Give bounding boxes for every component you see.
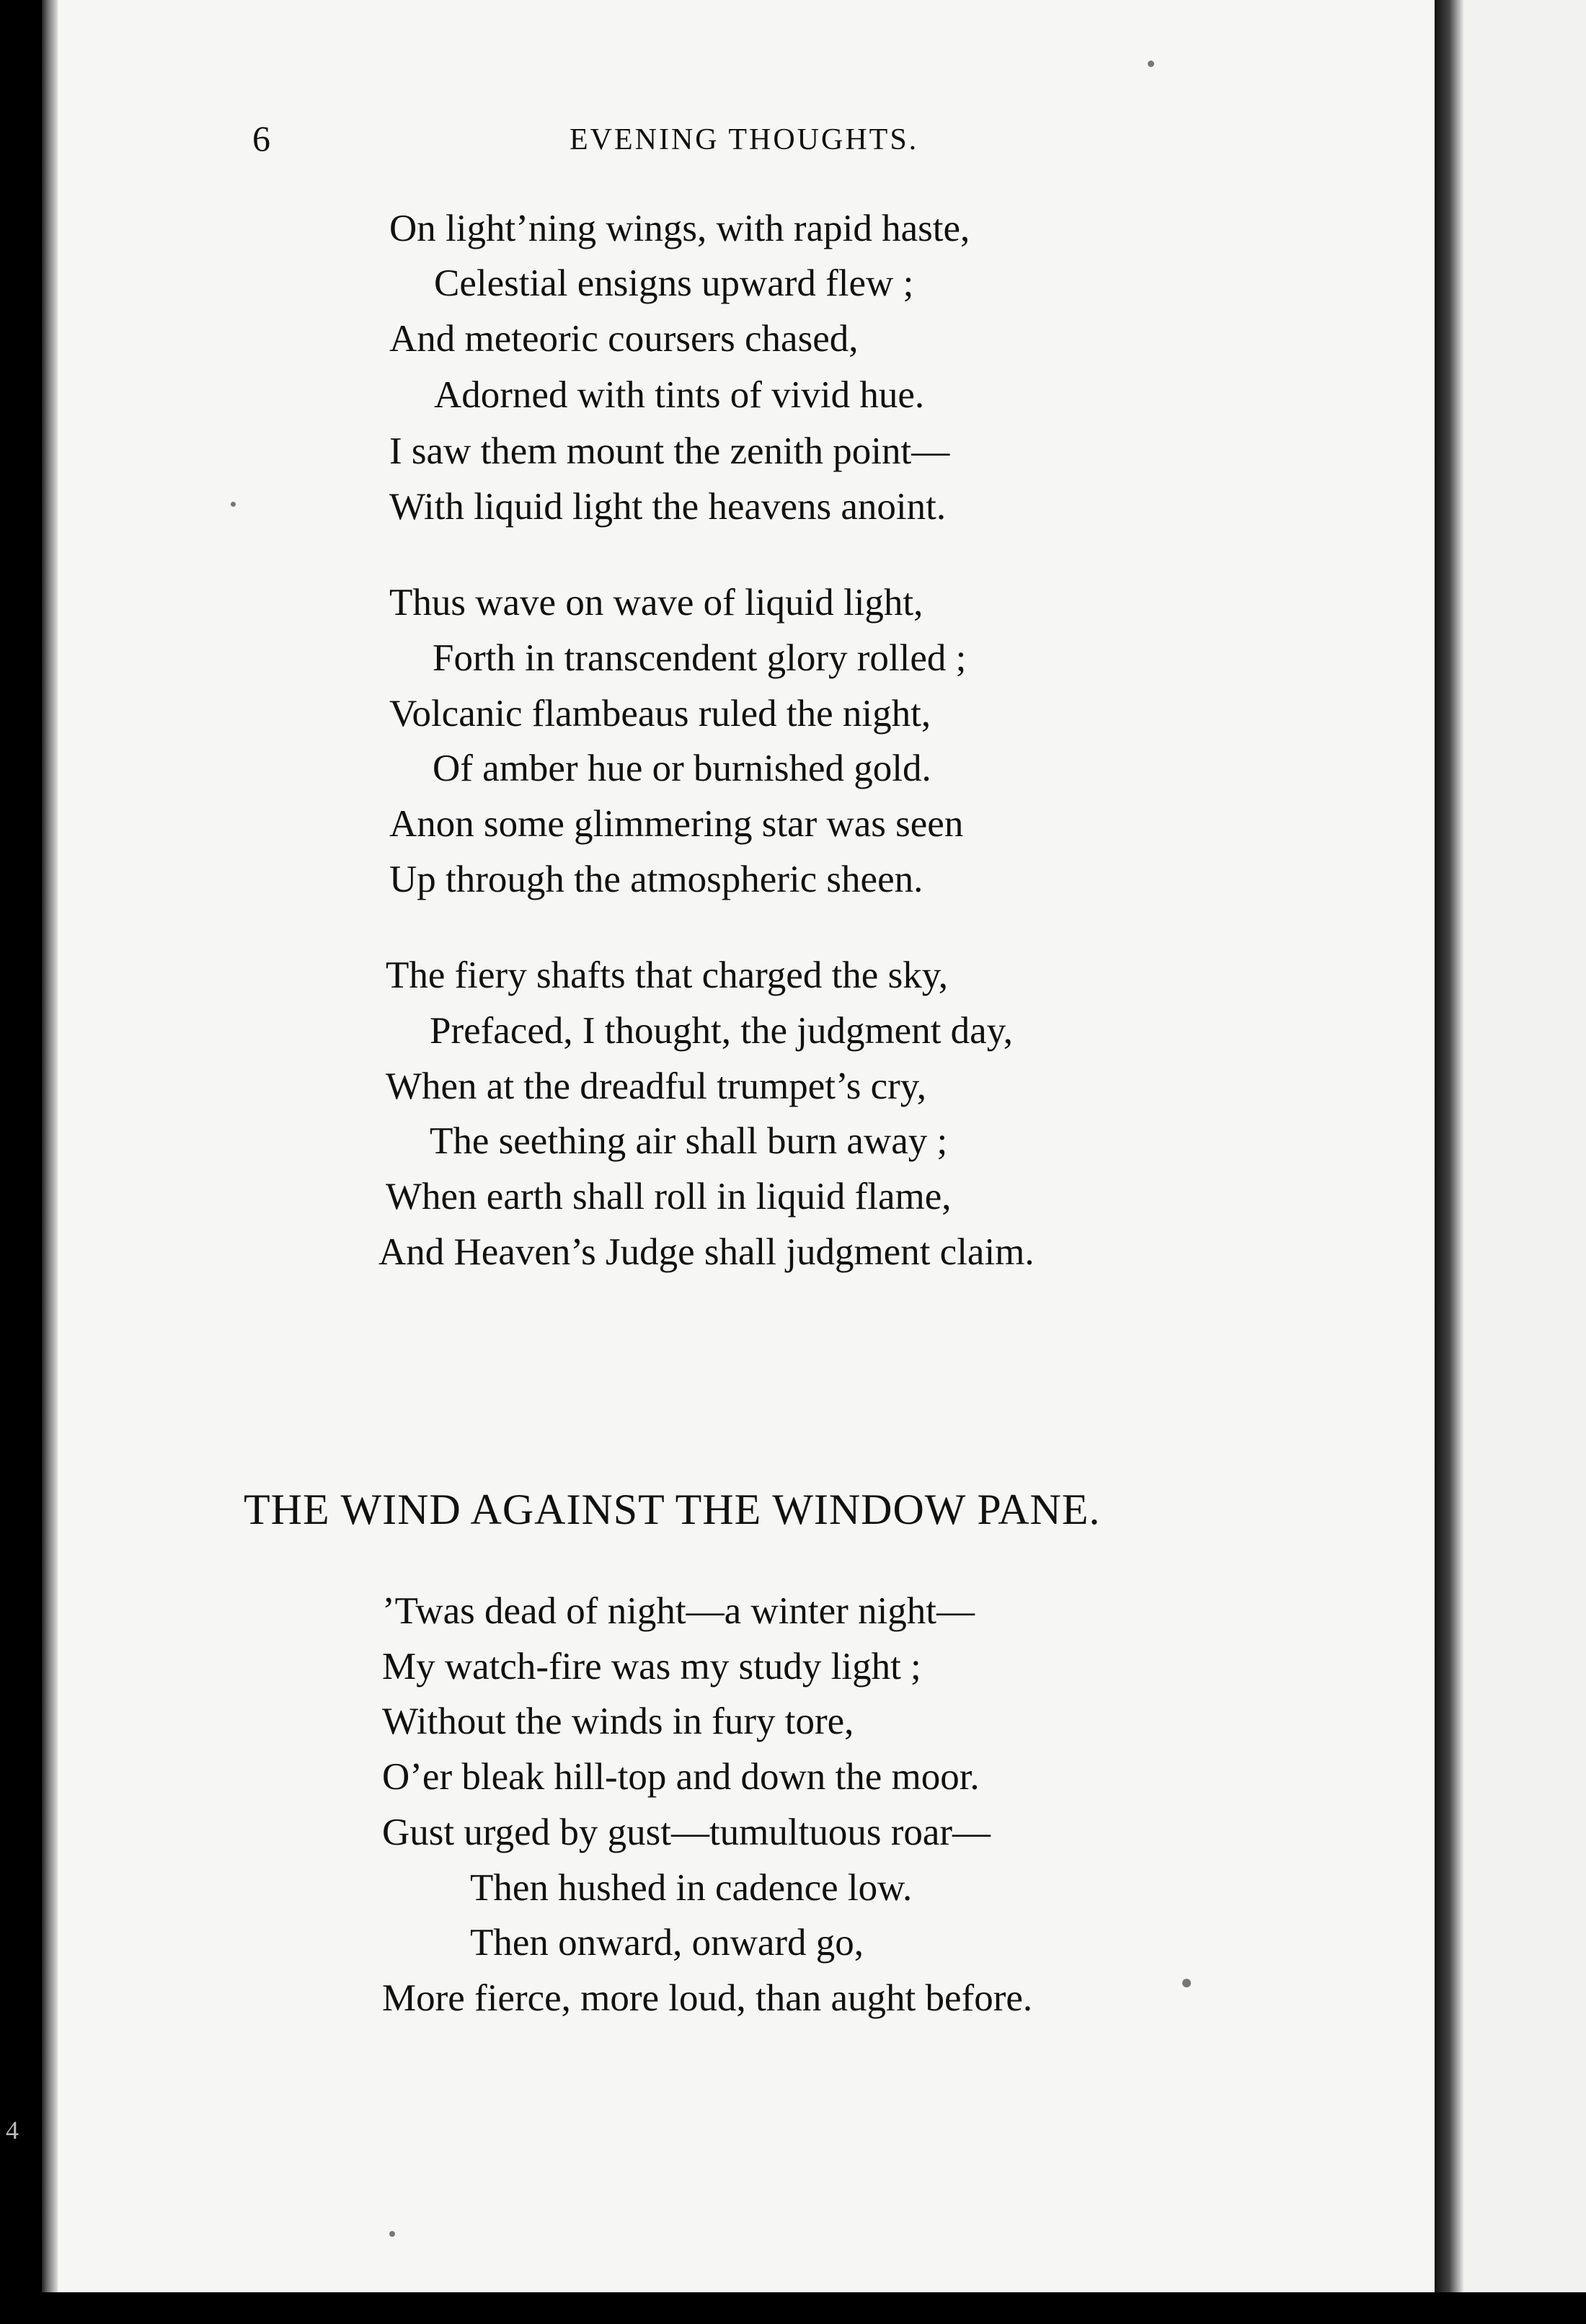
verse-line: When earth shall roll in liquid flame, <box>386 1176 952 1218</box>
verse-line: Then hushed in cadence low. <box>470 1867 913 1909</box>
page-binding-edge <box>42 0 58 2292</box>
verse-line: ’Twas dead of night—a winter night— <box>382 1590 975 1632</box>
verse-line: Anon some glimmering star was seen <box>389 803 964 845</box>
verse-line: My watch-fire was my study light ; <box>382 1646 921 1687</box>
page-header <box>0 117 1463 160</box>
verse-line: Prefaced, I thought, the judgment day, <box>430 1010 1014 1052</box>
verse-line: Forth in transcendent glory rolled ; <box>433 637 967 679</box>
verse-line: Gust urged by gust—tumultuous roar— <box>382 1811 991 1853</box>
verse-line: Up through the atmospheric sheen. <box>389 859 923 900</box>
verse-line: And Heaven’s Judge shall judgment claim. <box>378 1231 1035 1273</box>
verse-line: Adorned with tints of vivid hue. <box>434 374 925 416</box>
verse-line: Thus wave on wave of liquid light, <box>389 582 923 624</box>
page-number: 6 <box>252 118 270 159</box>
ink-speck <box>1182 1979 1191 1987</box>
ink-speck <box>389 2231 395 2237</box>
ink-speck <box>1148 61 1154 67</box>
page-gutter-shadow <box>1435 0 1463 2324</box>
poem-title: THE WIND AGAINST THE WINDOW PANE. <box>244 1486 1101 1533</box>
verse-line: With liquid light the heavens anoint. <box>389 486 947 528</box>
verse-line: More fierce, more loud, than aught before. <box>382 1977 1033 2019</box>
verse-line: I saw them mount the zenith point— <box>389 430 950 472</box>
verse-line: The fiery shafts that charged the sky, <box>386 954 949 996</box>
verse-line: O’er bleak hill-top and down the moor. <box>382 1756 980 1798</box>
running-head: EVENING THOUGHTS. <box>570 123 919 156</box>
verse-line: When at the dreadful trumpet’s cry, <box>386 1065 927 1107</box>
verse-line: Celestial ensigns upward flew ; <box>434 262 914 304</box>
verse-line: The seething air shall burn away ; <box>430 1120 948 1162</box>
facing-page-edge <box>1463 0 1586 2324</box>
ink-speck <box>231 502 236 507</box>
scan-border-bottom <box>0 2292 1586 2324</box>
verse-line: Of amber hue or burnished gold. <box>433 748 931 789</box>
verse-line: Then onward, onward go, <box>470 1922 864 1964</box>
verse-line: Volcanic flambeaus ruled the night, <box>389 693 931 735</box>
verse-line: On light’ning wings, with rapid haste, <box>389 208 970 249</box>
verse-line: And meteoric coursers chased, <box>389 318 859 360</box>
verse-line: Without the winds in fury tore, <box>382 1700 854 1742</box>
margin-mark: 4 <box>6 2116 19 2145</box>
